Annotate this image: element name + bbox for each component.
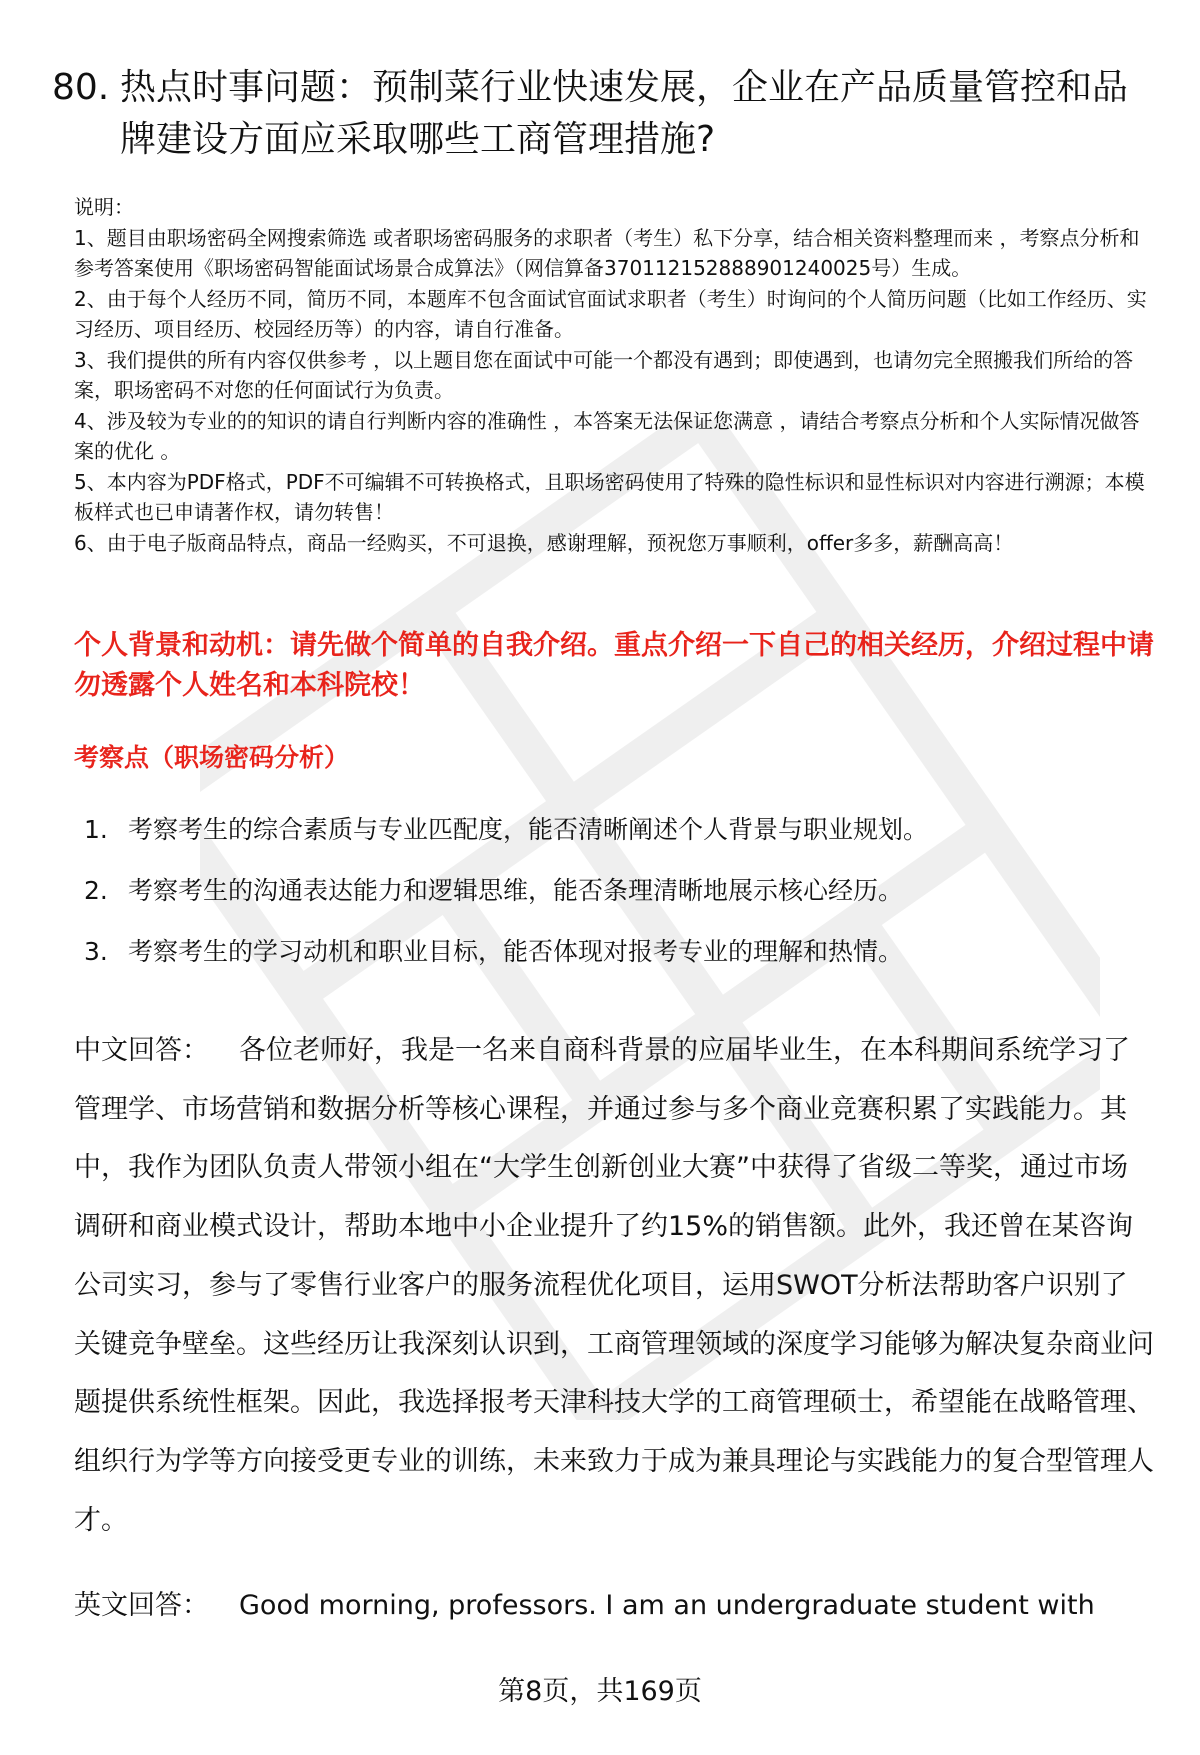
list-item-number: 1. bbox=[84, 815, 108, 844]
list-item bbox=[84, 934, 1144, 995]
list-item-text: 考察考生的沟通表达能力和逻辑思维，能否条理清晰地展示核心经历。 bbox=[128, 876, 904, 905]
disclaimer-notes bbox=[74, 192, 1154, 558]
list-item-text: 考察考生的学习动机和职业目标，能否体现对报考专业的理解和热情。 bbox=[128, 937, 904, 966]
interview-prompt-heading: 个人背景和动机：请先做个简单的自我介绍。重点介绍一下自己的相关经历，介绍过程中请勿透露个人姓名和本科院校！ bbox=[74, 630, 1154, 701]
english-answer bbox=[74, 1586, 1164, 1626]
list-item bbox=[84, 873, 1144, 934]
question-number: 80. bbox=[52, 67, 110, 108]
list-item-number: 2. bbox=[84, 876, 108, 905]
analysis-points-list bbox=[84, 812, 1144, 995]
chinese-answer-label: 中文回答： bbox=[74, 1035, 209, 1066]
question-line-1: 热点时事问题：预制菜行业快速发展，企业在产品质量管控和品 bbox=[120, 67, 1129, 108]
list-item-text: 考察考生的综合素质与专业匹配度，能否清晰阐述个人背景与职业规划。 bbox=[128, 815, 929, 844]
list-item bbox=[84, 812, 1144, 873]
question-title bbox=[52, 62, 1152, 166]
analysis-heading: 考察点（职场密码分析） bbox=[74, 743, 350, 772]
question-line-2: 牌建设方面应采取哪些工商管理措施? bbox=[120, 119, 716, 160]
chinese-answer bbox=[74, 1022, 1154, 1550]
notes-heading: 说明： bbox=[74, 195, 134, 219]
note-item: 5、本内容为PDF格式，PDF不可编辑不可转换格式，且职场密码使用了特殊的隐性标识和显性标识对内容进行溯源；本模板样式也已申请著作权，请勿转售！ bbox=[74, 469, 1145, 524]
english-answer-text: Good morning, professors. I am an undergraduate student with bbox=[239, 1590, 1095, 1621]
note-item: 6、由于电子版商品特点，商品一经购买，不可退换，感谢理解，预祝您万事顺利，offer多多，薪酬高高！ bbox=[74, 530, 1014, 555]
english-answer-label: 英文回答： bbox=[74, 1590, 209, 1621]
note-item: 2、由于每个人经历不同，简历不同，本题库不包含面试官面试求职者（考生）时询问的个人简历问题（比如工作经历、实习经历、项目经历、校园经历等）的内容，请自行准备。 bbox=[74, 286, 1147, 341]
note-item: 3、我们提供的所有内容仅供参考 ，以上题目您在面试中可能一个都没有遇到；即使遇到，也请勿完全照搬我们所给的答案，职场密码不对您的任何面试行为负责。 bbox=[74, 347, 1134, 402]
chinese-answer-text: 各位老师好，我是一名来自商科背景的应届毕业生，在本科期间系统学习了管理学、市场营销和数据分析等核心课程，并通过参与多个商业竞赛积累了实践能力。其中，我作为团队负责人带领小组在“大学生创新创业大赛”中获得了省级二等奖，通过市场调研和商业模式设计，帮助本地中小企业提升了约15%的销售额。此外，我还曾在某咨询公司实习，参与了零售行业客户的服务流程优化项目，运用SWOT分析法帮助客户识别了关键竞争壁垒。这些经历让我深刻认识到，工商管理领域的深度学习能够为解决复杂商业问题提供系统性框架。因此，我选择报考天津科技大学的工商管理硕士，希望能在战略管理、组织行为学等方向接受更专业的训练，未来致力于成为兼具理论与实践能力的复合型管理人才。 bbox=[74, 1035, 1154, 1536]
page-number-footer: 第8页，共169页 bbox=[498, 1676, 702, 1707]
note-item: 4、涉及较为专业的的知识的请自行判断内容的准确性 ，本答案无法保证您满意 ，请结合考察点分析和个人实际情况做答案的优化 。 bbox=[74, 408, 1140, 463]
list-item-number: 3. bbox=[84, 937, 108, 966]
note-item: 1、题目由职场密码全网搜索筛选 或者职场密码服务的求职者（考生）私下分享，结合相关资料整理而来 ，考察点分析和参考答案使用《职场密码智能面试场景合成算法》（网信算备370112152888901240025号）生成。 bbox=[74, 225, 1140, 280]
